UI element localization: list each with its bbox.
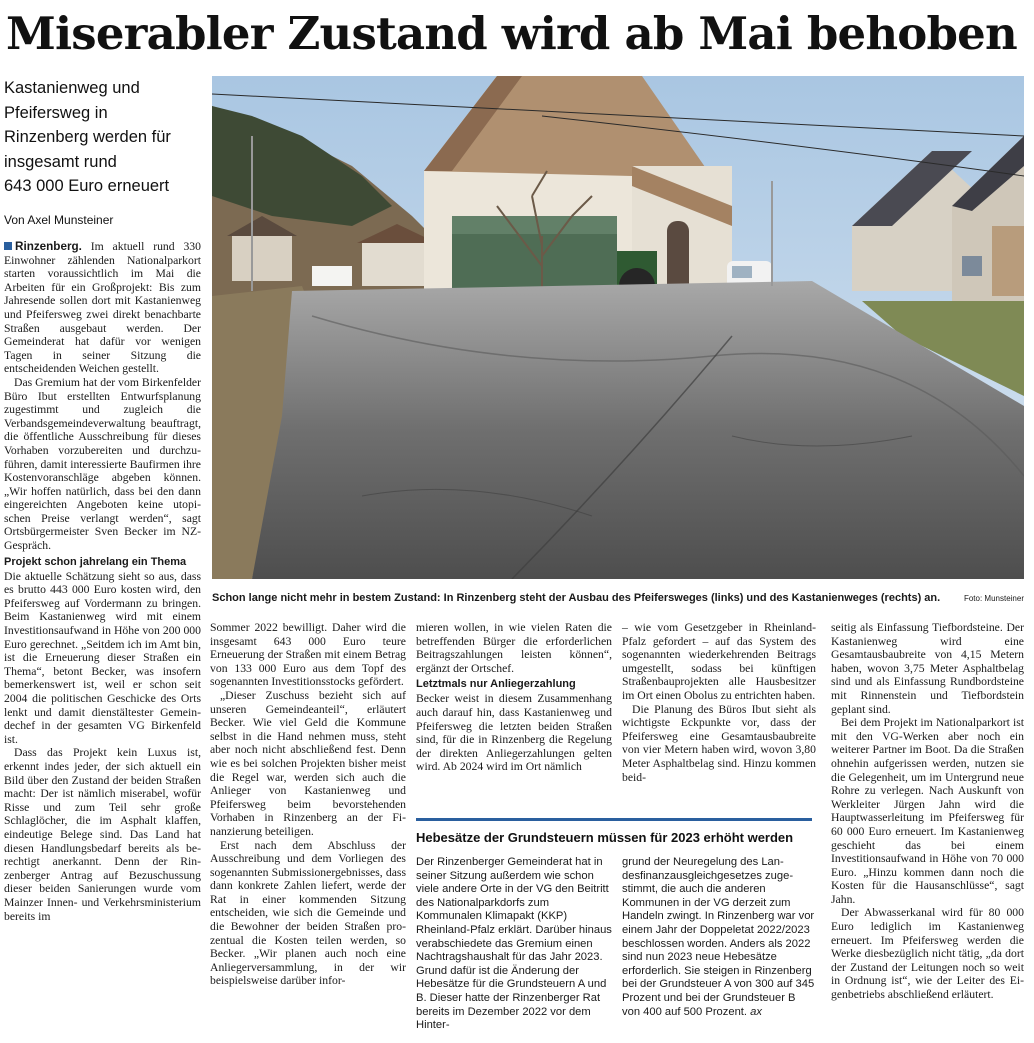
info-box-column-1: Der Rinzenberger Gemeinderat hat in seiner Sitzung außerdem wie schon viele andere Orte in der VG den Beitritt des Nationalparkdorfs zum Kommunalen Klimapakt (KKP) Rheinland-Pfalz erklärt. Darüber hinaus verabschiedete das Gremium einen Nachtragshaushalt für das Jahr 2023. Grund dafür ist die Änderung der Hebesätze für die Grundsteuern A und B. Dieser hatte der Rinzenberger Rat bereits im Dezember 2022 vor dem Hinter-: [416, 856, 612, 1032]
article-column-5: [831, 621, 1024, 1002]
paragraph: Becker weist in diesem Zusammenhang auch darauf hin, dass Kastanienweg und Pfeifersweg die letzten beiden Straßen sind, für die in Rinzenberg die Regelung der direkten Anliegerzahlungen gelten wird. Ab 2024 wird im Ort nämlich: [416, 692, 612, 774]
info-box-column-2: [622, 856, 816, 1019]
paragraph: „Dieser Zuschuss bezieht sich auf unseren Gemeindeanteil“, erläutert Becker. Wie viel Geld die Kommune selbst in die Hand nehmen muss, steht aber noch nicht abschließend fest. Denn wie es bei solchen Projekten bisher meist die Regel war, werden sich auch die Anlieger von Kastanienweg und Pfeifersweg beim bevorstehenden Vorhaben in Rinzenberg an der Finanzierung beteiligen.: [210, 688, 406, 838]
subhead-line: Kastanienweg und: [4, 79, 140, 97]
info-box-title: Hebesätze der Grundsteuern müssen für 2023 erhöht werden: [416, 830, 794, 845]
paragraph: Die aktuelle Schätzung sieht so aus, dass es brutto 443 000 Euro kosten wird, den Pfeifersweg auf Vordermann zu bringen. Beim Kastanienweg wird mit einem Investitionsaufwand in Höhe von 200 000 Euro gerechnet. „Seitdem ich im Amt bin, ist die Erneuerung dieser Straßen ein Thema“, betont Becker, was insofern bemerkenswert ist, weil er schon seit 2004 die politischen Geschicke des Orts lenkt und damit dienstältester Gemeindechef in der gesamten VG Birkenfeld ist.: [4, 569, 201, 746]
square-bullet-icon: [4, 242, 12, 250]
village-road-illustration: [212, 76, 1024, 579]
author-byline: Von Axel Munsteiner: [4, 213, 114, 227]
subhead-line: Rinzenberg werden für: [4, 128, 171, 146]
subhead-line: 643 000 Euro erneuert: [4, 177, 170, 195]
paragraph: Bei dem Projekt im Nationalparkort ist mit den VG-Werken aber noch ein weiterer Partner im Boot. Da die Straßen ohnehin aufgerissen werden, nutzen sie die Gelegenheit, um im Untergrund neue Rohre zu verlegen. Nach Auskunft von Werkleiter Jürgen Jahn wird die Hauptwasserleitung im Pfeifersweg für 60 000 Euro erneuert. Im Kastanienweg geschieht das bei einem Investitionsaufwand in Höhe von 70 000 Euro. „Hinzu kommen dann noch die Kosten für die Hausanschlüsse“, sagt Jahn.: [831, 716, 1024, 906]
subheadline: [4, 76, 204, 199]
info-box-rule: [416, 818, 812, 821]
author-initials: ax: [750, 1005, 762, 1018]
paragraph: Erst nach dem Abschluss der Ausschreibung und dem Vorliegen des sogenannten Submissionergebnisses, dass dann konkrete Zahlen liefert, werde der Rat in einer kommenden Sitzung entscheiden, wie sich die Gemeinde und die Bewohner der beiden Straßen prozentual die Kosten teilen werden, so Becker. „Wir planen auch noch eine Anliegerversammlung, in der wir beispielsweise darüber infor-: [210, 838, 406, 988]
lead-text: Im aktuell rund 330 Einwohner zählenden Nationalparkort starten voraussichtlich im Mai die Arbeiten für ein Großprojekt: Bis zum Jahresende sollen dort mit Kastanienweg und Pfeifersweg zwei direkt benachbarte Straßen ausgebaut werden. Der Gemeinderat hat dafür vor wenigen Tagen in seiner Sitzung die entscheidenden Weichen gestellt.: [4, 240, 201, 376]
dateline: Rinzenberg.: [15, 240, 82, 253]
headline: Miserabler Zustand wird ab Mai behoben: [6, 7, 1017, 60]
lead-paragraph: [4, 240, 201, 376]
article-column-2: [210, 621, 406, 988]
article-photo: [212, 76, 1024, 579]
paragraph: Die Planung des Büros Ibut sieht als wichtigste Eckpunkte vor, dass der Pfeifersweg eine Gesamtausbaubreite von vier Metern haben wird, wovon 3,80 Meter Asphaltbelag sind. Hinzu kommen beid-: [622, 702, 816, 784]
info-box-text: grund der Neuregelung des Landesfinanzausgleichgesetzes zugestimmt, die auch die anderen Kommunen in der VG derzeit zum Handeln zwingt. In Rinzenberg war vor einem Jahr der Doppeletat 2022/2023 beschlossen worden. Anders als 2022 sind nun 2023 neue Hebesätze erforderlich. Sie steigen in Rinzenberg bei der Grundsteuer A von 300 auf 345 Prozent und bei der Grundsteuer B von 400 auf 500 Prozent.: [622, 856, 815, 1018]
article-column-4: [622, 621, 816, 784]
article-column-1: [4, 240, 201, 923]
subhead-line: insgesamt rund: [4, 152, 117, 171]
subhead-line: Pfeifersweg in: [4, 103, 108, 122]
subheading: Letztmals nur Anliegerzahlung: [416, 678, 576, 691]
subheading: Projekt schon jahrelang ein Thema: [4, 555, 187, 568]
photo-caption: [212, 591, 1024, 605]
paragraph: Dass das Projekt kein Luxus ist, erkennt indes jeder, der sich aktuell ein Bild über den Zustand der beiden Straßen macht: Der ist nämlich miserabel, wofür Risse und zum Teil sehr große Schlaglöcher, die im Asphalt klaffen, eindeutige Belege sind. Das Land hat diesen Handlungsbedarf bereits als berechtigt anerkannt. Denn der Rinzenberger Antrag auf Bezuschussung dieser beiden Sanierungen wurde vom Mainzer Innen- und Verkehrsministerium bereits im: [4, 746, 201, 923]
paragraph: Sommer 2022 bewilligt. Daher wird die insgesamt 643 000 Euro teure Erneuerung der Straßen mit einem Betrag von 133 000 Euro aus dem Topf des sogenannten Investitionsstocks gefördert.: [210, 621, 406, 689]
article-column-3: [416, 621, 612, 774]
paragraph: Der Abwasserkanal wird für 80 000 Euro lediglich im Kastanienweg erneuert. Im Pfeifersweg werden die Werke diesbezüglich nicht tätig, „da dort der Zustand der Leitungen noch so weit in Ordnung ist“, wie der Leiter des Eigenbetriebs abschließend erläutert.: [831, 906, 1024, 1002]
paragraph: Das Gremium hat der vom Birkenfelder Büro Ibut erstellten Entwurfsplanung zugestimmt und zugleich die Verbandsgemeindeverwaltung beauftragt, die öffentliche Ausschreibung für dieses Vorhaben vorzubereiten und durchzuführen, damit interessierte Baufirmen ihre Kostenvoranschläge abgeben können. „Wir hoffen natürlich, dass bei den dann eingereichten Angeboten keine utopischen Preise verlangt werden“, sagt Ortsbürgermeister Sven Becker im NZ-Gespräch.: [4, 375, 201, 553]
caption-text: Schon lange nicht mehr in bestem Zustand: In Rinzenberg steht der Ausbau des Pfeifersweges (links) und des Kastanienweges (rechts) an.: [212, 592, 941, 604]
paragraph: mieren wollen, in wie vielen Raten die betreffenden Bürger die erforderlichen Beitragszahlungen leisten können“, ergänzt der Ortschef.: [416, 621, 612, 675]
paragraph: – wie vom Gesetzgeber in Rheinland-Pfalz gefordert – auf das System des sogenannten wiederkehrenden Beitrags umgestellt, sodass bei künftigen Straßenbauprojekten alle Hausbesitzer im Ort einen Obolus zu entrichten haben.: [622, 621, 816, 702]
paragraph: seitig als Einfassung Tiefbordsteine. Der Kastanienweg wird eine Gesamtausbaubreite von 4,15 Metern haben, wovon 3,75 Meter Asphaltbelag sind und als Einfassung Rundbordsteine mit Rinnenstein und Tiefbordstein geplant sind.: [831, 621, 1024, 716]
photo-credit: Foto: Munsteiner: [963, 594, 1024, 603]
